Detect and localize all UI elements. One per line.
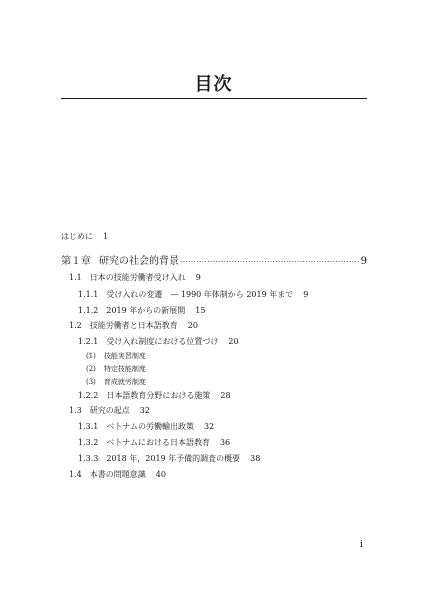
toc-entry-title: 技能労働者と日本語教育 [89,321,178,330]
toc-entry [86,377,146,387]
toc-entry [69,273,201,283]
toc-entry [78,438,230,448]
toc-entry-number: (3) [86,378,96,386]
toc-entry-number: 1.1 [69,273,82,282]
toc-entry-page: 32 [139,406,150,415]
toc-entry-number: 1.2.2 [78,391,99,400]
toc-entry-number: 1.4 [69,470,82,479]
toc-entry [78,306,205,316]
toc-entry-chapter-1 [61,256,367,268]
toc-entry-page: 20 [228,337,239,346]
toc-entry-title: 育成就労制度 [103,378,146,386]
toc-entry [78,337,239,347]
toc-entry-title: 2018 年，2019 年予備的調査の概要 [106,454,241,463]
toc-entry-number: 1.2 [69,321,82,330]
dot-leader [180,256,360,268]
toc-entry-page: 38 [250,454,261,463]
toc-entry-number: 1.3.1 [78,422,99,431]
page-title: 目次 [194,74,233,95]
toc-entry-title: 受け入れの変遷 ― 1990 年体制から 2019 年まで [106,290,294,299]
toc-entry-page: 20 [187,321,198,330]
toc-entry [78,290,308,300]
toc-entry [86,364,146,374]
toc-entry-title: 技能実習制度 [103,352,146,360]
toc-entry-page: 36 [219,438,231,447]
toc-entry-number: 1.3 [69,406,82,415]
toc-entry [78,422,214,432]
toc-entry [69,321,198,331]
toc-entry-page: 1 [103,232,109,241]
toc-entry [78,454,260,464]
toc-entry [78,391,231,401]
toc-entry-number: 1.1.2 [78,306,99,315]
toc-entry-title: 日本語教育分野における施策 [106,391,211,400]
toc-entry-title: ベトナムの労働輸出政策 [106,422,194,431]
toc-entry-page: 9 [303,290,309,299]
toc-entry-number: 1.3.2 [78,438,99,447]
toc-entry [86,351,146,361]
toc-entry-page: 32 [203,422,215,431]
toc-entry-title: 日本の技能労働者受け入れ [89,273,186,282]
toc-entry-page: 28 [220,391,231,400]
toc-entry-number: 1.3.3 [78,454,99,463]
toc-entry-number: 1.2.1 [78,337,99,346]
chapter-number: 第１章 [61,256,91,267]
toc-entry-title: 2019 年からの新展開 [106,306,186,315]
chapter-page: 9 [360,256,367,267]
toc-entry-title: ベトナムにおける日本語教育 [106,438,210,447]
toc-entry-title: 受け入れ制度における位置づけ [106,337,219,346]
chapter-title: 研究の社会的背景 [99,256,179,267]
toc-entry-page: 9 [195,273,201,282]
toc-entry-intro [61,232,108,242]
page-number: i [360,540,363,550]
toc-entry-page: 15 [195,306,206,315]
toc-entry-number: 1.1.1 [78,290,99,299]
toc-entry-number: (1) [86,352,96,360]
toc-entry-page: 40 [155,470,166,479]
toc-entry-number: (2) [86,365,96,373]
toc-entry [69,470,166,480]
toc-entry-title: はじめに [61,232,93,241]
toc-entry-title: 研究の起点 [89,406,130,415]
toc-entry-title: 特定技能制度 [103,365,146,373]
toc-entry-title: 本書の問題意識 [89,470,146,479]
toc-entry [69,406,150,416]
